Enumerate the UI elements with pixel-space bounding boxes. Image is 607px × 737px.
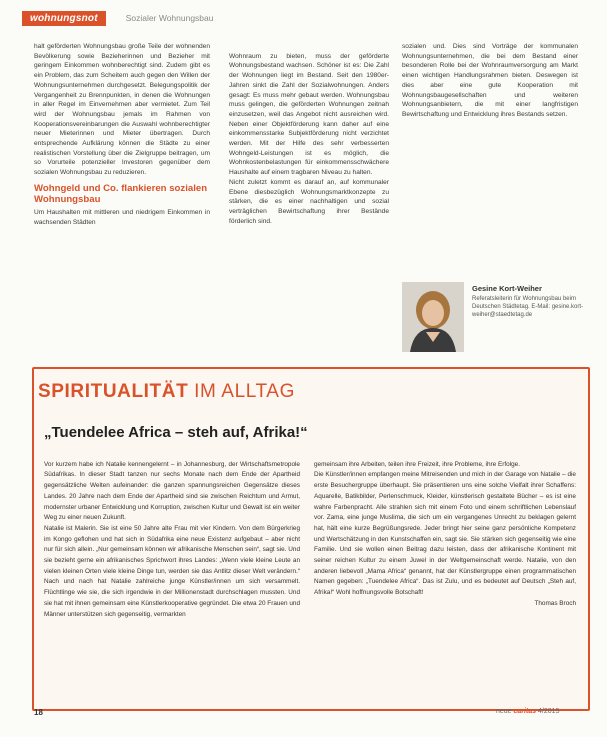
footer-brand [496,708,559,715]
box-title [38,381,295,403]
article-paragraph: Um Haushalten mit mittleren und niedrigem Einkommen in wachsenden Städten [34,208,210,226]
article-paragraph: sozialen und. Dies sind Vorträge der kommunalen Wohnungsunternehmen, die bei dem Bestand einer besonderen Rolle bei der Wohnraumversorgung am Markt einen wichtigen Handlungsrahmen bieten. Deswegen ist dies aber eine gute Kooperation mit Wohnungsbaugesellschaften und weiteren Wohnungsanbietern, die mit einer langfristigen Bewirtschaftung und Entwicklung ihres Bestands setzen. [402,43,578,118]
box-column-1 [44,449,300,620]
box-paragraph: gemeinsam ihre Arbeiten, teilen ihre Freizeit, ihre Probleme, ihre Erfolge. Die Künstler/innen empfangen meine Mitreisenden und mich in der Garage von Natalie – die erste Besuchergruppe überhaupt. Sie präsentieren uns eine solche Vielfalt ihrer Schaffens: Aquarelle, Batikbilder, Perlenschmuck, Kleider, künstlerisch gestaltete Bücher – es ist eine wahre Farbenpracht. Alle strahlen sich mit einem Foto und einem schriftlichen Lebenslauf vor. Zama, eine junge Muslima, die sich um ein vergangenes Unrecht zu beklagen gelernt hat, hält eine kurze Begrüßungsrede. Jeder bringt hier seine ganz persönliche Kompetenz und Wertschätzung in den Kunstschaffen ein, sagt sie. Sie stärken sich gegenseitig wie eine Familie. Und sie wollen einen Beitrag dazu leisten, dass der afrikanische Kontinent mit seiner reichen Kultur zu einem Juwel in der Weltgemeinschaft werde. Natalie, von den anderen liebevoll „Mama Africa“ genannt, hat der Künstlergruppe einen programmatischen Namen gegeben: „Tuendelee Africa“. Das ist Zulu, und es bedeutet auf Deutsch „Steh auf, Afrika!“ Wohl hoffnungsvolle Botschaft! [314,460,576,597]
box-title-bold: SPIRITUALITÄT [38,381,189,402]
box-paragraph: Vor kurzem habe ich Natalie kennengelernt – in Johannesburg, der Wirtschaftsmetropole Südafrikas. In dieser Stadt tanzen nur sechs Monate nach dem Ende der Apartheid gegensätzliche Welten aufeinander: die ganzen spannungsreichen Gegensätze dieses Landes. 20 Jahre nach dem Ende der Apartheid sind sie zwischen Reichtum und Armut, modernster urbaner Entwicklung und Korruption, zwischen Kultur und Gewalt ist ein weiter Weg zu einer neuen Zukunft. Natalie ist Malerin. Sie ist eine 50 Jahre alte Frau mit vier Kindern. Von dem Bürgerkrieg im Kongo geflohen und hat sich in Südafrika eine neue Existenz aufgebaut – aber nicht nur für sich allein. „Nur gemeinsam können wir afrikanische Menschen sein“, sagt sie. Und sie bezieht gerne ein afrikanisches Sprichwort ihres Landes: „Wenn viele kleine Leute an vielen kleinen Orten viele kleine Dinge tun, werden sie das Antlitz dieser Welt verändern.“ Nach und nach hat Natalie zahlreiche junge Künstler/innen um sich versammelt. Flüchtlinge wie sie, die sich irgendwie in der Millionenstadt durchschlagen mussten. Und sie hat mit ihnen gemeinsam eine Künstlerkooperative gegründet. Die etwa 20 Frauen und Männer unterstützen sich gegenseitig, vermarkten [44,460,300,618]
article-paragraph: Wohnraum zu bieten, muss der geförderte Wohnungsbestand wachsen. Schöner ist es: Die Zahl der Wohnungen liegt im Bestand. Seit den 1980er-Jahren sinkt die Zahl der Sozialwohnungen. Anders gesagt: Es muss mehr gebaut werden. Wohnungsbau muss gelingen, die geförderten Wohnungen zeitnah einzusetzen, weil das Angebot nicht ausreichen wird. Neben einer Objektförderung kann daher auf eine einkommensstarke Subjektförderung nicht verzichtet werden. Mit der Hilfe des sehr verbesserten Wohngeld-Leistungen ist es möglich, die Wohnkostenbelastungen für einkommensschwächere Haushalte auf einem tragbaren Niveau zu halten. Nicht zuletzt kommt es darauf an, auf kommunaler Ebene diesbezüglich Wohnungsmarktkonzepte zu stärken, die es einer nachhaltigen und sozial verträglichen Bewirtschaftung ihrer Bestände förderlich sind. [229,52,389,225]
article-paragraph: halt geförderten Wohnungsbau große Teile der wohnenden Bevölkerung sowie Bezieherinnen und Bezieher mit geringem Einkommen wohnberechtigt sind. Zudem gibt es ein Problem, das zum Scheitern auch gegen den Willen der Wohnungsunternehmen durchgesetzt. Belegungspolitik der Vergangenheit zu Brennpunkten, in denen die Wohnungen in aller Regel im Einvernehmen aber vermietet. Zum Teil wird der Wohnungsbau jemals im Rahmen von Kooperationsvereinbarungen die Auswahl wohnberechtigter neuer Mieterinnen und Mieter übertragen. Durch entsprechende Aufklärung können die Städte zu einer realistischen Vorstellung über die Zielgruppe beitragen, um so Vorurteile potenzieller Investoren gegenüber dem sozialen Wohnungsbau zu reduzieren. [34,43,210,177]
section-title: Sozialer Wohnungsbau [125,13,214,23]
article-subheading: Wohngeld und Co. flankieren sozialen Wohnungsbau [34,182,208,205]
page-header [22,9,214,27]
author-photo [402,282,464,352]
article-column-3 [402,42,578,120]
article-column-1 [34,42,210,227]
box-column-2 [314,449,576,620]
section-tag: wohnungsnot [22,11,106,26]
footer-issue: 4/2015 [536,708,560,715]
footer-brand-pre: neue [496,708,514,715]
box-signature: Thomas Broch [534,599,576,607]
page-number: 18 [34,708,43,717]
article-column-2 [229,42,389,236]
author-box [402,282,592,354]
author-name: Gesine Kort-Weiher [472,284,542,293]
author-info: Referatsleiterin für Wohnungsbau beim Deutschen Städtetag. E-Mail: gesine.kort-weiher@staedtetag.de [472,296,584,318]
footer-brand-name: caritas [513,708,537,715]
box-title-rest: IM ALLTAG [188,381,295,402]
box-headline: „Tuendelee Africa – steh auf, Afrika!“ [44,424,308,441]
